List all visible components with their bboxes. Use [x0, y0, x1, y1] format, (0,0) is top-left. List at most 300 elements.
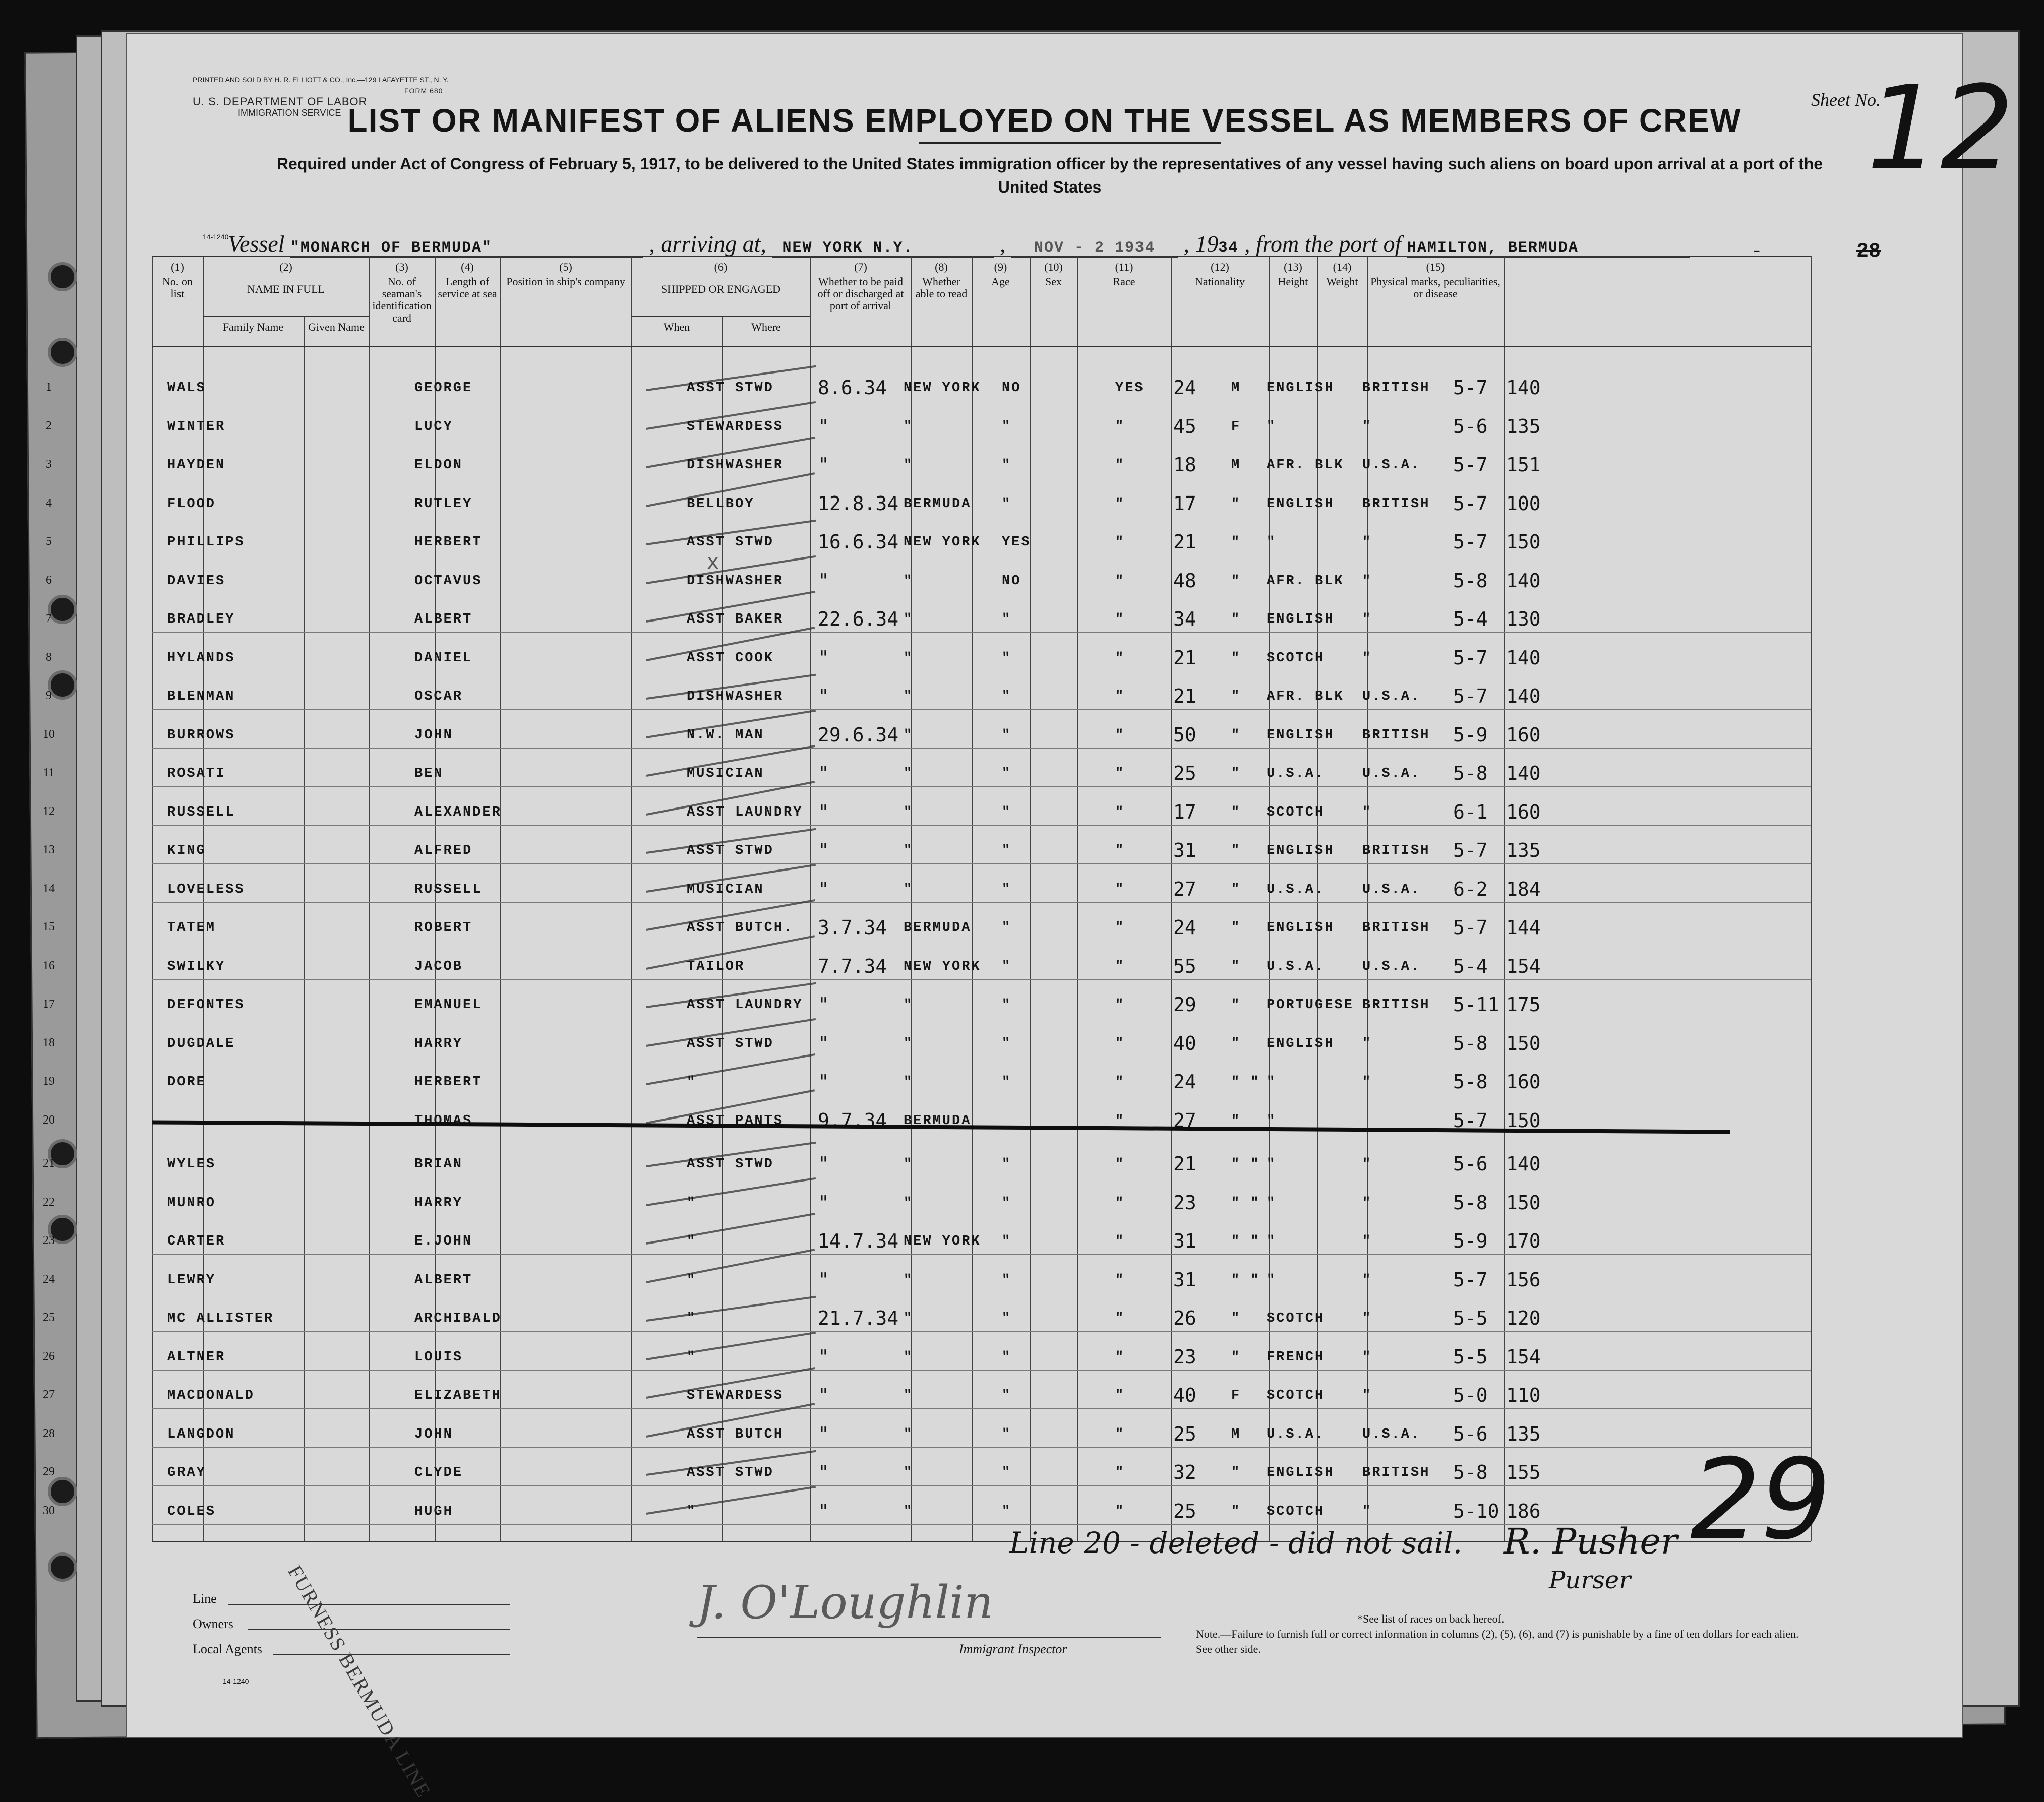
cell-height: 5-6 — [1453, 1422, 1488, 1445]
cell-height: 5-10 — [1453, 1500, 1499, 1522]
cell-given: LUCY — [414, 419, 453, 434]
column-header: Age — [991, 275, 1010, 288]
column-header: NAME IN FULL — [247, 283, 325, 295]
cell-when: " — [818, 415, 829, 438]
cell-sex: " — [1231, 612, 1241, 627]
cell-age: 25 — [1173, 762, 1196, 784]
cell-weight: 155 — [1506, 1461, 1541, 1483]
sheet-no-label: Sheet No. — [1811, 90, 1881, 110]
binder-ring-icon — [48, 1477, 77, 1506]
cell-height: 5-8 — [1453, 1461, 1488, 1483]
cell-where: " — [904, 998, 914, 1013]
cell-weight: 135 — [1506, 839, 1541, 861]
cell-sex: " " — [1231, 1234, 1260, 1249]
cell-no: 23 — [43, 1234, 55, 1247]
table-column-rule — [1030, 256, 1031, 1541]
cell-where: " — [904, 573, 914, 589]
cell-height: 5-9 — [1453, 723, 1488, 746]
cell-where: " — [904, 1036, 914, 1051]
cell-given: BEN — [414, 766, 444, 781]
cell-family: WALS — [167, 381, 206, 396]
corner-mark: - — [1751, 240, 1763, 263]
table-row-rule — [152, 825, 1811, 826]
cell-given: ALBERT — [414, 612, 473, 627]
cell-position: " — [687, 1234, 697, 1249]
cell-paid: " — [1002, 959, 1012, 974]
service: IMMIGRATION SERVICE — [238, 108, 341, 118]
cell-given: HERBERT — [414, 1075, 483, 1090]
cell-nat: BRITISH — [1362, 1465, 1430, 1480]
cell-no: 14 — [43, 882, 55, 895]
cell-position: ASST BUTCH — [687, 1426, 784, 1442]
cell-paid: NO — [1002, 381, 1021, 396]
cell-where: " — [904, 766, 914, 781]
cell-position: DISHWASHER — [687, 458, 784, 473]
column-number: (5) — [559, 261, 572, 273]
cell-paid: " — [1002, 1234, 1012, 1249]
cell-read: " — [1115, 998, 1125, 1013]
cell-given: ROBERT — [414, 920, 473, 936]
cell-race: SCOTCH — [1267, 1311, 1325, 1326]
table-row-rule — [152, 1485, 1811, 1486]
cell-no: 21 — [43, 1157, 55, 1170]
cell-weight: 150 — [1506, 1191, 1541, 1214]
cell-nat: " — [1362, 1234, 1372, 1249]
deleted-note: Line 20 - deleted - did not sail. — [1009, 1526, 1463, 1560]
table-row-rule — [152, 863, 1811, 864]
cell-family: MACDONALD — [167, 1388, 255, 1403]
check-mark-icon — [646, 1177, 816, 1206]
column-header: Position in ship's company — [506, 275, 625, 288]
cell-height: 5-5 — [1453, 1307, 1488, 1329]
cell-race: U.S.A. — [1267, 882, 1325, 897]
cell-nat: BRITISH — [1362, 381, 1430, 396]
owners-label: Owners — [193, 1617, 233, 1631]
cell-weight: 140 — [1506, 377, 1541, 399]
cell-nat: U.S.A. — [1362, 766, 1421, 781]
table-row-rule — [152, 709, 1811, 710]
cell-no: 27 — [43, 1388, 55, 1401]
cell-position: MUSICIAN — [687, 882, 764, 897]
cell-no: 2 — [46, 419, 52, 432]
x-mark: x — [707, 550, 719, 574]
from-port: HAMILTON, BERMUDA — [1407, 239, 1690, 258]
column-header: SHIPPED OR ENGAGED — [660, 283, 781, 295]
cell-family: HAYDEN — [167, 458, 226, 473]
cell-sex: " — [1231, 573, 1241, 589]
cell-sex: M — [1231, 381, 1241, 396]
cell-no: 22 — [43, 1195, 55, 1209]
cell-when: " — [818, 993, 829, 1016]
inspector-signature: J. O'Loughlin — [697, 1576, 993, 1629]
table-column-rule — [911, 256, 912, 1541]
cell-read: " — [1115, 1311, 1125, 1326]
cell-position: " — [687, 1349, 697, 1365]
cell-where: NEW YORK — [904, 381, 981, 396]
cell-position: ASST COOK — [687, 650, 774, 666]
cell-race: SCOTCH — [1267, 650, 1325, 666]
table-row-rule — [152, 632, 1811, 633]
cell-paid: " — [1002, 1195, 1012, 1211]
cell-paid: " — [1002, 843, 1012, 858]
cell-no: 8 — [46, 650, 52, 664]
cell-position: ASST LAUNDRY — [687, 804, 803, 820]
cell-read: " — [1115, 1388, 1125, 1403]
printer-line: PRINTED AND SOLD BY H. R. ELLIOTT & CO., Inc.—129 LAFAYETTE ST., N. Y. — [193, 76, 449, 84]
column-subheader: Where — [751, 321, 781, 333]
agents-field[interactable] — [273, 1654, 510, 1655]
cell-race: FRENCH — [1267, 1349, 1325, 1365]
cell-race: " — [1267, 535, 1277, 550]
cell-no: 5 — [46, 535, 52, 548]
penalty-note: Note.—Failure to furnish full or correct information in columns (2), (5), (6), and (7) is punishable by a fine of ten dollars for each alien. See other side. — [1196, 1628, 1799, 1655]
cell-nat: U.S.A. — [1362, 1426, 1421, 1442]
column-header: Sex — [1045, 275, 1062, 288]
cell-race: ENGLISH — [1267, 727, 1335, 743]
cell-paid: NO — [1002, 573, 1021, 589]
table-column-rule — [810, 256, 811, 1541]
cell-given: E.JOHN — [414, 1234, 473, 1249]
cell-weight: 175 — [1506, 993, 1541, 1016]
cell-race: " — [1267, 1075, 1277, 1090]
cell-position: " — [687, 1504, 697, 1519]
cell-no: 3 — [46, 458, 52, 471]
cell-race: ENGLISH — [1267, 381, 1335, 396]
cell-nat: " — [1362, 535, 1372, 550]
cell-nat: BRITISH — [1362, 496, 1430, 512]
cell-nat: " — [1362, 1504, 1372, 1519]
cell-weight: 120 — [1506, 1307, 1541, 1329]
cell-height: 5-5 — [1453, 1345, 1488, 1368]
cell-when: 29.6.34 — [818, 723, 899, 746]
cell-given: DANIEL — [414, 650, 473, 666]
cell-position: ASST PANTS — [687, 1113, 784, 1129]
column-number: (3) — [395, 261, 408, 273]
cell-given: HUGH — [414, 1504, 453, 1519]
cell-read: " — [1115, 882, 1125, 897]
cell-height: 5-7 — [1453, 916, 1488, 939]
cell-where: NEW YORK — [904, 535, 981, 550]
column-number: (12) — [1211, 261, 1229, 273]
cell-family: DAVIES — [167, 573, 226, 589]
date-stamp: NOV - 2 1934 — [1011, 239, 1178, 258]
cell-height: 5-4 — [1453, 955, 1488, 977]
cell-given: RUTLEY — [414, 496, 473, 512]
cell-position: DISHWASHER — [687, 689, 784, 704]
cell-family: PHILLIPS — [167, 535, 245, 550]
cell-given: BRIAN — [414, 1157, 463, 1172]
cell-sex: " — [1231, 689, 1241, 704]
cell-age: 25 — [1173, 1422, 1196, 1445]
cell-paid: " — [1002, 496, 1012, 512]
cell-no: 29 — [43, 1465, 55, 1478]
cell-position: ASST STWD — [687, 381, 774, 396]
cell-no: 26 — [43, 1349, 55, 1363]
cell-when: 22.6.34 — [818, 608, 899, 630]
cell-age: 17 — [1173, 492, 1196, 515]
cell-race: ENGLISH — [1267, 843, 1335, 858]
cell-given: HERBERT — [414, 535, 483, 550]
cell-position: ASST BAKER — [687, 612, 784, 627]
cell-height: 5-7 — [1453, 454, 1488, 476]
cell-age: 50 — [1173, 723, 1196, 746]
cell-race: U.S.A. — [1267, 959, 1325, 974]
column-number: (10) — [1044, 261, 1063, 273]
cell-read: " — [1115, 1272, 1125, 1288]
cell-family: COLES — [167, 1504, 216, 1519]
cell-weight: 130 — [1506, 608, 1541, 630]
cell-weight: 150 — [1506, 1109, 1541, 1132]
cell-height: 5-7 — [1453, 646, 1488, 669]
vessel-line: Vessel "MONARCH OF BERMUDA" , arriving at, NEW YORK N.Y. , NOV - 2 1934 , 1934 , from the port of HAMILTON, BERMUDA — [228, 230, 1690, 258]
cell-nat: " — [1362, 1075, 1372, 1090]
cell-age: 23 — [1173, 1345, 1196, 1368]
footer-code: 14-1240 — [223, 1677, 249, 1685]
cell-race: " — [1267, 419, 1277, 434]
column-number: (2) — [279, 261, 292, 273]
cell-read: " — [1115, 496, 1125, 512]
handwritten-total: 29 — [1690, 1435, 1831, 1564]
column-header: Race — [1113, 275, 1135, 288]
table-column-rule — [500, 256, 501, 1541]
cell-age: 21 — [1173, 1153, 1196, 1175]
cell-when: 14.7.34 — [818, 1230, 899, 1252]
cell-family: MC ALLISTER — [167, 1311, 274, 1326]
check-mark-icon — [646, 1249, 815, 1283]
cell-where: " — [904, 1075, 914, 1090]
cell-read: " — [1115, 1075, 1125, 1090]
cell-age: 24 — [1173, 377, 1196, 399]
table-column-rule — [972, 256, 973, 1541]
cell-given: JOHN — [414, 1426, 453, 1442]
cell-no: 12 — [43, 804, 55, 818]
form-code: 14-1240 — [203, 233, 229, 241]
cell-given: HARRY — [414, 1195, 463, 1211]
cell-weight: 140 — [1506, 569, 1541, 592]
cell-where: " — [904, 882, 914, 897]
cell-read: " — [1115, 1195, 1125, 1211]
cell-position: ASST STWD — [687, 1036, 774, 1051]
table-column-rule — [1269, 256, 1270, 1541]
cell-no: 6 — [46, 573, 52, 587]
cell-paid: " — [1002, 1388, 1012, 1403]
cell-family: BRADLEY — [167, 612, 235, 627]
cell-given: ELDON — [414, 458, 463, 473]
cell-read: " — [1115, 1157, 1125, 1172]
table-subcolumn-rule — [304, 316, 305, 1541]
cell-family: RUSSELL — [167, 804, 235, 820]
cell-sex: M — [1231, 458, 1241, 473]
cell-weight: 135 — [1506, 415, 1541, 438]
cell-weight: 160 — [1506, 723, 1541, 746]
cell-family: TATEM — [167, 920, 216, 936]
cell-when: " — [818, 1461, 829, 1483]
cell-where: " — [904, 1504, 914, 1519]
check-mark-icon — [646, 1485, 816, 1514]
column-number: (11) — [1115, 261, 1133, 273]
cell-where: " — [904, 843, 914, 858]
cell-family: WYLES — [167, 1157, 216, 1172]
cell-sex: " — [1231, 766, 1241, 781]
cell-race: ENGLISH — [1267, 920, 1335, 936]
cell-position: TAILOR — [687, 959, 745, 974]
column-header: Height — [1278, 275, 1308, 288]
cell-given: EMANUEL — [414, 998, 483, 1013]
check-mark-icon — [646, 1053, 816, 1085]
cell-nat: " — [1362, 1036, 1372, 1051]
cell-age: 18 — [1173, 454, 1196, 476]
vessel-label: Vessel — [228, 231, 285, 257]
cell-given: GEORGE — [414, 381, 473, 396]
cell-no: 4 — [46, 496, 52, 510]
cell-sex: " — [1231, 496, 1241, 512]
cell-race: ENGLISH — [1267, 1465, 1335, 1480]
cell-position: STEWARDESS — [687, 1388, 784, 1403]
cell-nat: " — [1362, 1388, 1372, 1403]
cell-sex: " — [1231, 1036, 1241, 1051]
line-field[interactable] — [228, 1604, 510, 1605]
cell-paid: " — [1002, 1465, 1012, 1480]
cell-age: 31 — [1173, 1268, 1196, 1291]
cell-paid: " — [1002, 1426, 1012, 1442]
cell-weight: 160 — [1506, 1071, 1541, 1093]
column-subheader: When — [663, 321, 690, 333]
cell-no: 15 — [43, 920, 55, 934]
cell-where: " — [904, 1465, 914, 1480]
cell-sex: " — [1231, 535, 1241, 550]
cell-when: " — [818, 1422, 829, 1445]
table-column-rule — [1077, 256, 1078, 1541]
cell-nat: " — [1362, 1311, 1372, 1326]
cell-family: LEWRY — [167, 1272, 216, 1288]
cell-where: BERMUDA — [904, 496, 972, 512]
column-header: Weight — [1326, 275, 1358, 288]
cell-where: " — [904, 650, 914, 666]
cell-when: 9.7.34 — [818, 1109, 887, 1132]
cell-age: 21 — [1173, 685, 1196, 707]
cell-paid: " — [1002, 1157, 1012, 1172]
cell-nat: BRITISH — [1362, 727, 1430, 743]
cell-paid: " — [1002, 689, 1012, 704]
cell-no: 13 — [43, 843, 55, 856]
cell-where: " — [904, 1272, 914, 1288]
cell-sex: " — [1231, 920, 1241, 936]
cell-age: 40 — [1173, 1032, 1196, 1054]
cell-when: 16.6.34 — [818, 531, 899, 553]
cell-no: 18 — [43, 1036, 55, 1049]
cell-race: " — [1267, 1272, 1277, 1288]
corner-number: 28 — [1856, 240, 1881, 263]
cell-when: " — [818, 1384, 829, 1406]
check-mark-icon — [646, 1213, 816, 1245]
cell-weight: 100 — [1506, 492, 1541, 515]
cell-where: " — [904, 1388, 914, 1403]
cell-no: 24 — [43, 1272, 55, 1286]
cell-age: 40 — [1173, 1384, 1196, 1406]
cell-race: AFR. BLK — [1267, 573, 1344, 589]
cell-sex: " — [1231, 727, 1241, 743]
cell-paid: " — [1002, 1036, 1012, 1051]
cell-age: 25 — [1173, 1500, 1196, 1522]
cell-weight: 140 — [1506, 762, 1541, 784]
cell-sex: " " — [1231, 1157, 1260, 1172]
races-note: *See list of races on back hereof. — [1357, 1612, 1505, 1625]
cell-weight: 135 — [1506, 1422, 1541, 1445]
cell-nat: " — [1362, 1157, 1372, 1172]
cell-age: 55 — [1173, 955, 1196, 977]
cell-position: STEWARDESS — [687, 419, 784, 434]
cell-when: " — [818, 1153, 829, 1175]
form-number: FORM 680 — [404, 87, 443, 95]
cell-given: LOUIS — [414, 1349, 463, 1365]
cell-paid: " — [1002, 920, 1012, 936]
cell-weight: 156 — [1506, 1268, 1541, 1291]
cell-position: ASST BUTCH. — [687, 920, 794, 936]
cell-family: LOVELESS — [167, 882, 245, 897]
cell-weight: 140 — [1506, 1153, 1541, 1175]
cell-age: 27 — [1173, 1109, 1196, 1132]
cell-read: " — [1115, 804, 1125, 820]
divider — [919, 142, 1221, 144]
cell-sex: " — [1231, 804, 1241, 820]
cell-sex: " — [1231, 1349, 1241, 1365]
check-mark-icon — [646, 1296, 816, 1322]
cell-where: " — [904, 1195, 914, 1211]
cell-age: 24 — [1173, 916, 1196, 939]
cell-given: JOHN — [414, 727, 453, 743]
cell-where: BERMUDA — [904, 1113, 972, 1129]
cell-when: 21.7.34 — [818, 1307, 899, 1329]
cell-given: ARCHIBALD — [414, 1311, 502, 1326]
cell-when: " — [818, 454, 829, 476]
cell-age: 23 — [1173, 1191, 1196, 1214]
cell-sex: " — [1231, 959, 1241, 974]
cell-paid: " — [1002, 458, 1012, 473]
column-number: (4) — [461, 261, 474, 273]
cell-height: 5-8 — [1453, 1071, 1488, 1093]
cell-where: " — [904, 612, 914, 627]
cell-height: 5-7 — [1453, 685, 1488, 707]
cell-read: " — [1115, 959, 1125, 974]
cell-weight: 150 — [1506, 1032, 1541, 1054]
cell-read: " — [1115, 766, 1125, 781]
cell-read: " — [1115, 1113, 1125, 1129]
cell-position: BELLBOY — [687, 496, 755, 512]
cell-nat: U.S.A. — [1362, 458, 1421, 473]
cell-sex: " — [1231, 1504, 1241, 1519]
cell-height: 6-1 — [1453, 800, 1488, 823]
cell-age: 31 — [1173, 839, 1196, 861]
cell-where: " — [904, 419, 914, 434]
cell-no: 11 — [43, 766, 55, 779]
cell-weight: 140 — [1506, 646, 1541, 669]
cell-given: ALBERT — [414, 1272, 473, 1288]
cell-nat: BRITISH — [1362, 920, 1430, 936]
cell-height: 5-11 — [1453, 993, 1499, 1016]
cell-height: 5-8 — [1453, 569, 1488, 592]
column-header: No. of seaman's identification card — [372, 275, 432, 324]
cell-race: ENGLISH — [1267, 1036, 1335, 1051]
agents-label: Local Agents — [193, 1642, 262, 1656]
cell-sex: M — [1231, 1426, 1241, 1442]
cell-sex: " — [1231, 998, 1241, 1013]
cell-paid: " — [1002, 882, 1012, 897]
owners-field[interactable] — [248, 1629, 510, 1630]
purser-signature: R. Pusher — [1504, 1521, 1678, 1562]
cell-age: 48 — [1173, 569, 1196, 592]
inspector-label: Immigrant Inspector — [959, 1642, 1067, 1656]
cell-race: " — [1267, 1234, 1277, 1249]
